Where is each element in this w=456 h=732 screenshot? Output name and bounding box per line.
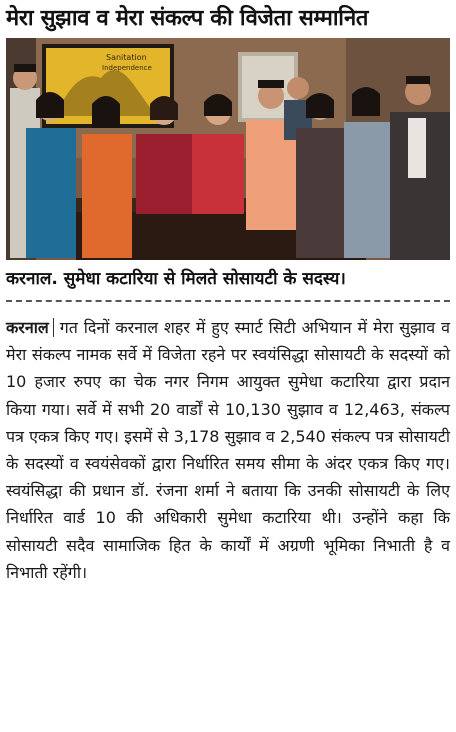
divider [6, 300, 450, 302]
article-body [6, 314, 450, 586]
poster-text-1: Sanitation [106, 53, 147, 62]
article-text: गत दिनों करनाल शहर में हुए स्मार्ट सिटी अभियान में मेरा सुझाव व मेरा संकल्प नामक सर्वे में विजेता रहने पर स्वयंसिद्धा सोसायटी के सदस्यों को 10 हजार रुपए का चेक नगर निगम आयुक्त सुमेधा कटारिया द्वारा प्रदान किया गया। सर्वे में सभी 20 वार्डों से 10,130 सुझाव व 12,463, संकल्प पत्र एकत्र किए गए। इसमें से 3,178 सुझाव व 2,540 संकल्प पत्र सोसायटी के सदस्यों व स्वयंसेवकों द्वारा निर्धारित समय सीमा के अंदर एकत्र किए गए। स्वयंसिद्धा की प्रधान डॉ. रंजना शर्मा ने बताया कि उनकी सोसायटी के लिए निर्धारित वार्ड 10 की अधिकारी सुमेधा कटारिया थी। उन्होंने कहा कि सोसायटी सदैव सामाजिक हित के कार्यों में अग्रणी भूमिका निभाती है व निभाती रहेंगी। [6, 318, 450, 582]
poster-text-2: Independence [102, 64, 152, 72]
headline: मेरा सुझाव व मेरा संकल्प की विजेता सम्मानित [6, 6, 369, 31]
news-photo [6, 38, 450, 260]
photo-caption: करनाल. सुमेधा कटारिया से मिलते सोसायटी के सदस्य। [6, 269, 346, 289]
dateline: करनाल [6, 318, 54, 337]
